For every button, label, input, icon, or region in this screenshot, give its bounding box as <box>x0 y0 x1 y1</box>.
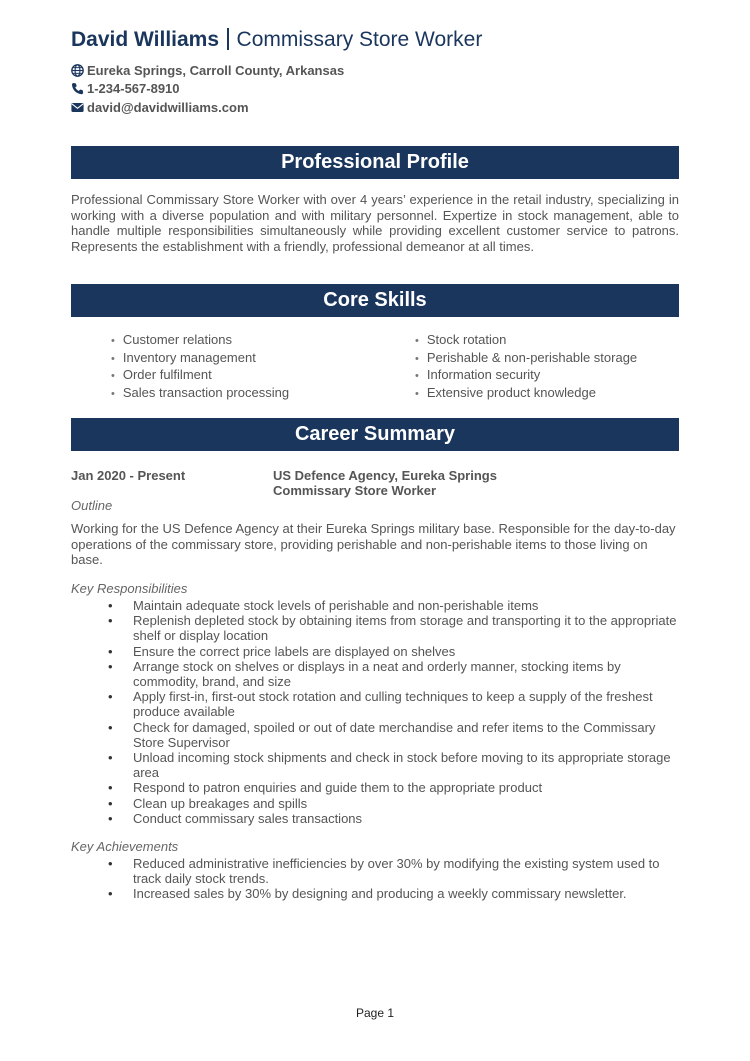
job-employer <box>273 468 497 498</box>
skills-column-right <box>415 332 637 402</box>
list-item: • Reduced administrative inefficiencies by over 30% by modifying the existing system used to track daily stock trends. <box>108 856 679 886</box>
list-item: • Clean up breakages and spills <box>108 796 679 811</box>
skill-item: • Stock rotation <box>415 332 637 350</box>
header-divider <box>227 28 229 50</box>
skills-column-left <box>111 332 289 402</box>
company-name: US Defence Agency, Eureka Springs <box>273 468 497 483</box>
list-item: • Check for damaged, spoiled or out of date merchandise and refer items to the Commissary Store Supervisor <box>108 720 679 750</box>
phone-text: 1-234-567-8910 <box>87 81 180 96</box>
list-item: • Increased sales by 30% by designing and producing a weekly commissary newsletter. <box>108 886 679 901</box>
outline-label: Outline <box>71 498 113 513</box>
skill-item: • Order fulfilment <box>111 367 289 385</box>
job-outline: Working for the US Defence Agency at their Eureka Springs military base. Responsible for the day-to-day operations of the commissary store, providing perishable and non-perishable items to those living on base. <box>71 521 676 567</box>
page-number: Page 1 <box>355 1006 395 1020</box>
list-item: • Maintain adequate stock levels of perishable and non-perishable items <box>108 598 679 613</box>
list-item: • Ensure the correct price labels are displayed on shelves <box>108 644 679 659</box>
section-header-career: Career Summary <box>71 418 679 451</box>
skill-item: • Sales transaction processing <box>111 385 289 403</box>
email-text: david@davidwilliams.com <box>87 100 249 115</box>
skill-item: • Customer relations <box>111 332 289 350</box>
position-title: Commissary Store Worker <box>273 483 437 498</box>
globe-icon <box>71 64 84 77</box>
section-header-profile: Professional Profile <box>71 146 679 179</box>
phone-icon <box>71 82 84 95</box>
achievements-label: Key Achievements <box>71 839 179 854</box>
candidate-name: David Williams <box>71 28 220 51</box>
envelope-icon <box>71 101 84 114</box>
skill-item: • Inventory management <box>111 350 289 368</box>
skill-item: • Perishable & non-perishable storage <box>415 350 637 368</box>
skill-item: • Information security <box>415 367 637 385</box>
list-item: • Conduct commissary sales transactions <box>108 811 679 826</box>
contact-phone <box>71 81 180 97</box>
list-item: • Respond to patron enquiries and guide them to the appropriate product <box>108 780 679 795</box>
job-title: Commissary Store Worker <box>236 28 483 51</box>
list-item: • Replenish depleted stock by obtaining items from storage and transporting it to the appropriate shelf or display location <box>108 613 679 643</box>
section-header-skills: Core Skills <box>71 284 679 317</box>
list-item: • Apply first-in, first-out stock rotation and culling techniques to keep a supply of the freshest produce available <box>108 689 679 719</box>
contact-location <box>71 63 344 79</box>
responsibilities-label: Key Responsibilities <box>71 581 188 596</box>
skill-item: • Extensive product knowledge <box>415 385 637 403</box>
job-dates: Jan 2020 - Present <box>71 468 186 483</box>
profile-summary: Professional Commissary Store Worker with over 4 years’ experience in the retail industry, specializing in working with a diverse population and with military personnel. Expertize in stock management, able to handle multiple responsibilities simultaneously while providing excellent customer service to patrons. Represents the establishment with a friendly, professional demeanor at all times. <box>71 192 679 254</box>
contact-email <box>71 100 249 116</box>
responsibilities-list <box>108 598 679 826</box>
resume-header <box>71 27 482 53</box>
location-text: Eureka Springs, Carroll County, Arkansas <box>87 63 345 78</box>
achievements-list <box>108 856 679 902</box>
list-item: • Arrange stock on shelves or displays in a neat and orderly manner, stocking items by commodity, brand, and size <box>108 659 679 689</box>
list-item: • Unload incoming stock shipments and check in stock before moving to its appropriate storage area <box>108 750 679 780</box>
